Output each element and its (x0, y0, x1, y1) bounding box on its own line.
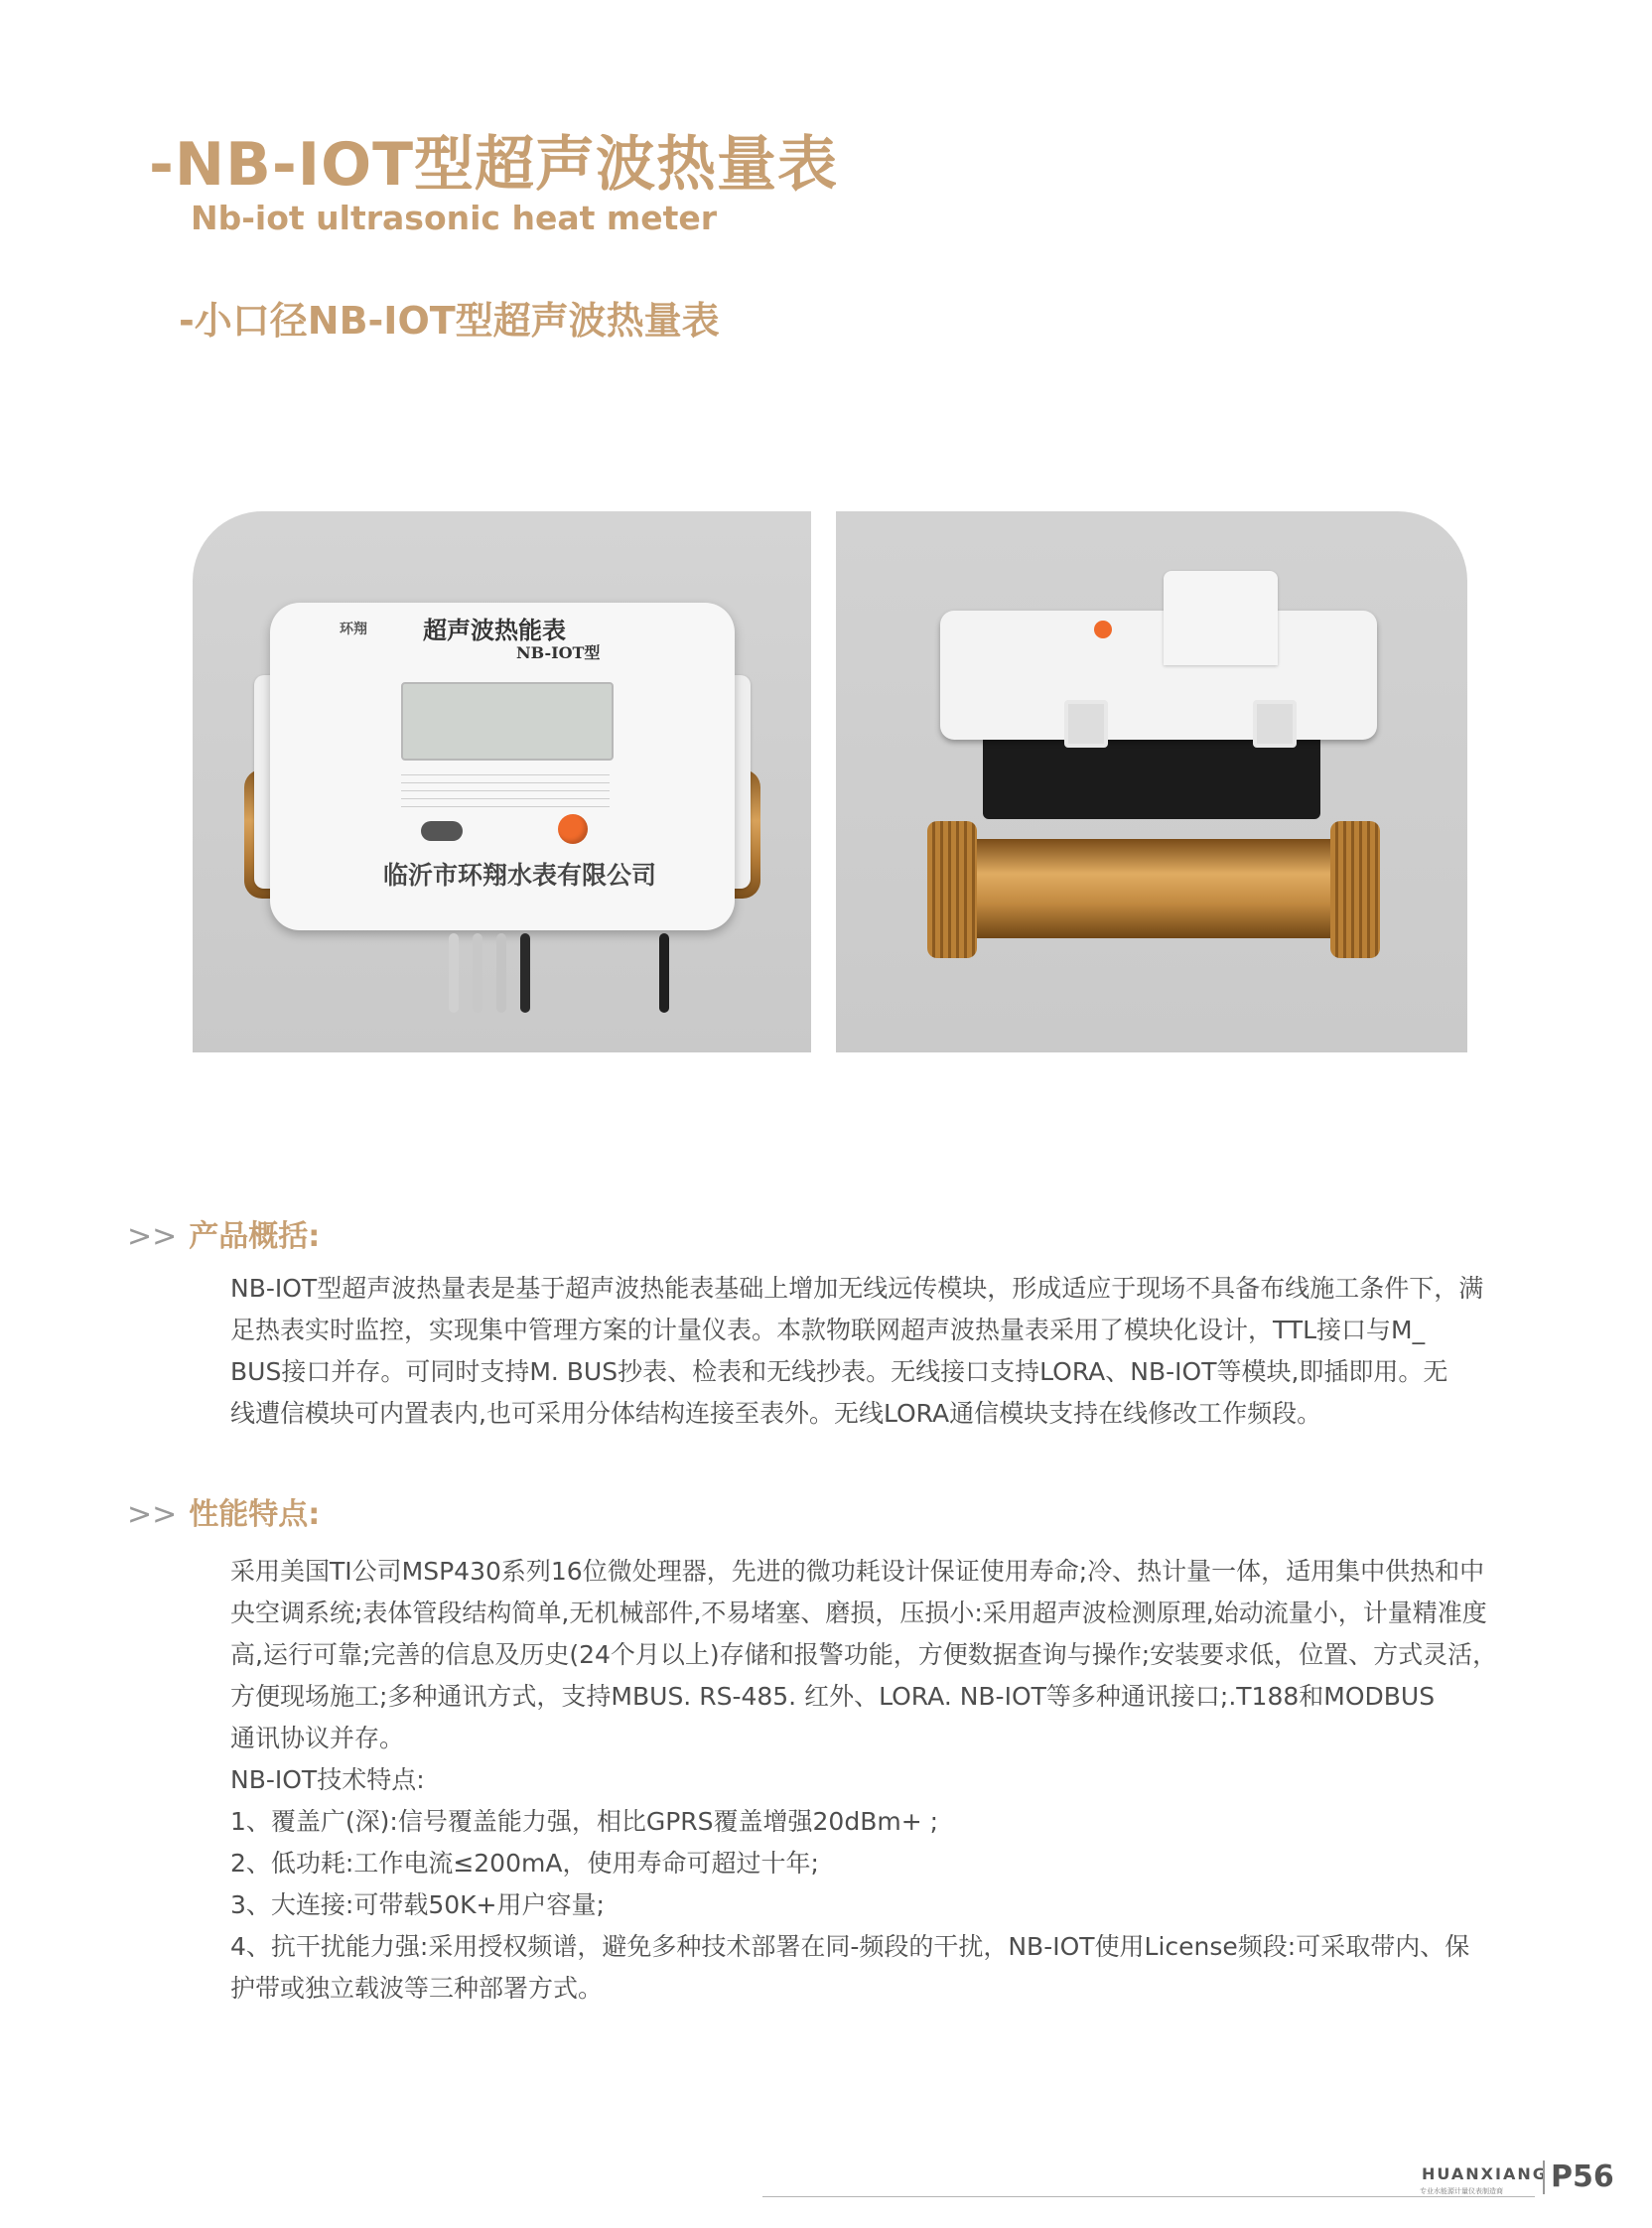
section-heading-overview (127, 1211, 320, 1255)
text-line: 护带或独立载波等三种部署方式。 (230, 1974, 604, 2003)
section-heading-label: 产品概括: (189, 1219, 321, 1254)
cover-clip-left (1064, 700, 1108, 748)
cable-black-2 (659, 933, 669, 1013)
text-line: 足热表实时监控，实现集中管理方案的计量仪表。本款物联网超声波热量表采用了模块化设计，TTL接口与M_ (230, 1316, 1426, 1344)
pipe-thread-right (1330, 821, 1380, 958)
text-line: 1、覆盖广(深):信号覆盖能力强，相比GPRS覆盖增强20dBm+ ; (230, 1807, 939, 1836)
text-line: NB-IOT型超声波热量表是基于超声波热能表基础上增加无线远传模块，形成适应于现场不具备布线施工条件下，满 (230, 1274, 1484, 1303)
pipe-thread-left (927, 821, 977, 958)
text-line: BUS接口并存。可同时支持M. BUS抄表、检表和无线抄表。无线接口支持LORA、NB-IOT等模块,即插即用。无 (230, 1357, 1448, 1386)
brass-pipe (930, 839, 1377, 938)
cable-grey-1 (449, 933, 459, 1013)
lcd-display (401, 682, 614, 761)
product-photo-front (193, 511, 811, 1052)
page-subtitle: -小口径NB-IOT型超声波热量表 (179, 299, 720, 343)
text-line: 采用美国TI公司MSP430系列16位微处理器，先进的微功耗设计保证使用寿命;冷、热计量一体，适用集中供热和中 (230, 1557, 1485, 1586)
features-paragraph (230, 1551, 1531, 2010)
cable-grey-3 (496, 933, 506, 1013)
overview-paragraph (230, 1268, 1531, 1435)
page-title: -NB-IOT型超声波热量表 (149, 130, 839, 200)
section-heading-features (127, 1489, 320, 1533)
company-name: 临沂市环翔水表有限公司 (383, 861, 657, 890)
footer-brand-subtitle: 专业水能源计量仪表制造商 (1420, 2187, 1503, 2195)
brand-logo: 环翔 (340, 622, 367, 637)
text-line: 2、低功耗:工作电流≤200mA，使用寿命可超过十年; (230, 1849, 819, 1878)
chevrons-icon: >> (127, 1219, 178, 1254)
product-photo-side (836, 511, 1467, 1052)
spec-plate (401, 767, 610, 813)
cable-grey-2 (473, 933, 482, 1013)
meter-cover (940, 611, 1377, 740)
text-line: 4、抗干扰能力强:采用授权频谱，避免多种技术部署在同-频段的干扰，NB-IOT使用License频段:可采取带内、保 (230, 1932, 1470, 1961)
page-title-english: Nb-iot ultrasonic heat meter (191, 199, 718, 237)
orange-button-icon (558, 814, 588, 844)
infrared-window (421, 821, 463, 841)
text-line: 高,运行可靠;完善的信息及历史(24个月以上)存储和报警功能，方便数据查询与操作;安装要求低，位置、方式灵活， (230, 1640, 1498, 1669)
text-line: 央空调系统;表体管段结构简单,无机械部件,不易堵塞、磨损，压损小:采用超声波检测原理,始动流量小，计量精准度 (230, 1599, 1487, 1627)
page-number: P56 (1543, 2160, 1614, 2194)
cable-black-1 (520, 933, 530, 1013)
footer-divider (762, 2196, 1535, 2197)
meter-label: 超声波热能表 (423, 616, 566, 644)
footer-brand: HUANXIANG (1422, 2164, 1548, 2183)
text-line: 线遭信模块可内置表内,也可采用分体结构连接至表外。无线LORA通信模块支持在线修改工作频段。 (230, 1399, 1322, 1428)
orange-button-icon (1094, 621, 1112, 638)
chevrons-icon: >> (127, 1497, 178, 1532)
cover-clip-right (1253, 700, 1297, 748)
antenna-module (1164, 571, 1278, 665)
meter-model: NB-IOT型 (516, 643, 601, 662)
text-line: 通讯协议并存。 (230, 1724, 405, 1752)
text-line: 方便现场施工;多种通讯方式，支持MBUS. RS-485. 红外、LORA. NB-IOT等多种通讯接口;.T188和MODBUS (230, 1682, 1436, 1711)
text-line: NB-IOT技术特点: (230, 1765, 425, 1794)
section-heading-label: 性能特点: (189, 1497, 321, 1532)
text-line: 3、大连接:可带载50K+用户容量; (230, 1890, 605, 1919)
